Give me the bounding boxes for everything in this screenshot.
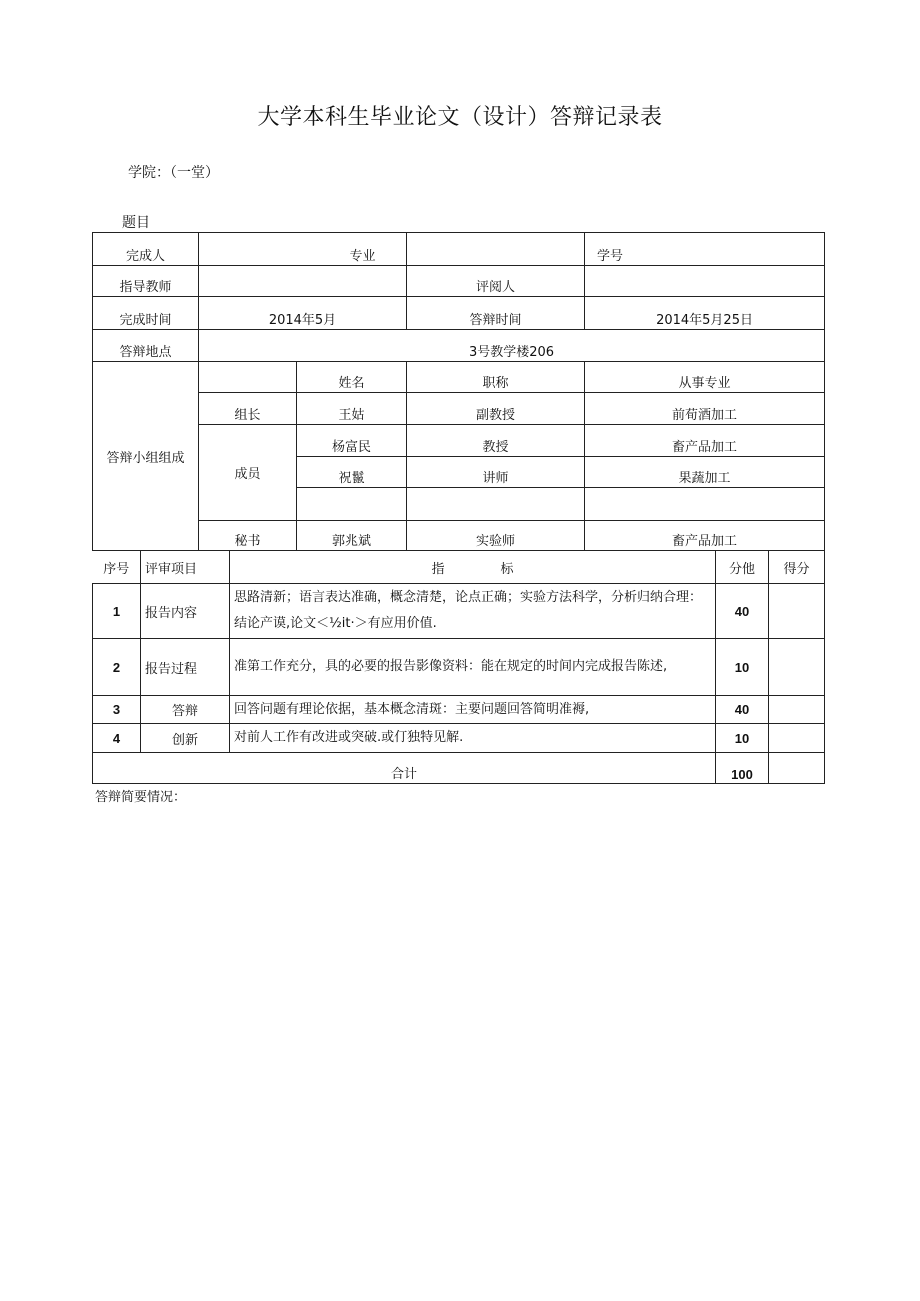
table-row [93, 584, 825, 639]
defense-time-label: 答辩时间 [407, 297, 585, 330]
info-table [92, 232, 825, 551]
reviewer-label: 评阅人 [407, 266, 585, 297]
student-id-label: 学号 [585, 233, 825, 266]
table-row [93, 696, 825, 724]
member-label: 成员 [199, 425, 297, 521]
table-row [93, 724, 825, 753]
member-field [585, 488, 825, 521]
row-indicator: 准第工作充分，具的必要的报告影像资料：能在规定的时间内完成报告陈述, [230, 639, 716, 696]
row-no: 4 [93, 724, 141, 753]
row-score: 10 [716, 639, 769, 696]
row-no: 2 [93, 639, 141, 696]
row-no: 3 [93, 696, 141, 724]
table-row [93, 639, 825, 696]
col-score-header: 分他 [716, 551, 769, 584]
row-score: 40 [716, 584, 769, 639]
secretary-label: 秘书 [199, 521, 297, 551]
advisor-value[interactable] [199, 266, 407, 297]
page-title: 大学本科生毕业论文（设计）答辩记录表 [257, 105, 663, 130]
col-item-header: 评审项目 [141, 551, 230, 584]
row-got[interactable] [769, 696, 825, 724]
leader-title: 副教授 [407, 393, 585, 425]
row-item: 答辩 [141, 696, 230, 724]
member-field: 畜产品加工 [585, 425, 825, 457]
defense-time-value: 2014年5月25日 [585, 297, 825, 330]
secretary-field: 畜产品加工 [585, 521, 825, 551]
completer-label: 完成人 [93, 233, 199, 266]
member-name [297, 488, 407, 521]
finish-time-label: 完成时间 [93, 297, 199, 330]
evaluation-table [92, 550, 825, 784]
member-name: 杨富民 [297, 425, 407, 457]
total-label: 合计 [93, 753, 716, 784]
leader-name: 王姑 [297, 393, 407, 425]
finish-time-value: 2014年5月 [199, 297, 407, 330]
secretary-title: 实验师 [407, 521, 585, 551]
row-indicator: 回答问题有理论依据，基本概念清斑：主要问题回答简明准褥, [230, 696, 716, 724]
committee-header-blank [199, 362, 297, 393]
col-field-header: 从事专业 [585, 362, 825, 393]
indicator-header-char-2: 标 [500, 561, 514, 577]
member-title: 讲师 [407, 457, 585, 488]
row-item: 报告过程 [141, 639, 230, 696]
total-score: 100 [716, 753, 769, 784]
row-item: 创新 [141, 724, 230, 753]
member-field: 果蔬加工 [585, 457, 825, 488]
indicator-header-char-1: 指 [431, 561, 445, 577]
summary-label: 答辩简要情况： [95, 790, 187, 805]
major-label: 专业 [199, 233, 407, 266]
major-value[interactable] [407, 233, 585, 266]
col-title-header: 职称 [407, 362, 585, 393]
col-indicator-header [230, 551, 716, 584]
member-title [407, 488, 585, 521]
member-title: 教授 [407, 425, 585, 457]
row-no: 1 [93, 584, 141, 639]
total-row [93, 753, 825, 784]
advisor-label: 指导教师 [93, 266, 199, 297]
total-got[interactable] [769, 753, 825, 784]
location-value: 3号教学楼206 [199, 330, 825, 362]
reviewer-value[interactable] [585, 266, 825, 297]
leader-label: 组长 [199, 393, 297, 425]
row-score: 40 [716, 696, 769, 724]
col-name-header: 姓名 [297, 362, 407, 393]
row-indicator: 对前人工作有改进或突破.或仃独特见解. [230, 724, 716, 753]
secretary-name: 郭兆斌 [297, 521, 407, 551]
row-indicator: 思路清新；语言表达准确，概念清楚，论点正确；实验方法科学，分析归纳合理：结论产谟,论文＜½it·＞有应用价值. [230, 584, 716, 639]
college-label: 学院：（一堂） [128, 165, 219, 181]
member-name: 祝鬣 [297, 457, 407, 488]
row-got[interactable] [769, 584, 825, 639]
row-got[interactable] [769, 639, 825, 696]
location-label: 答辩地点 [93, 330, 199, 362]
row-got[interactable] [769, 724, 825, 753]
leader-field: 前荀酒加工 [585, 393, 825, 425]
col-no-header: 序号 [93, 551, 141, 584]
topic-label: 题目 [122, 215, 150, 231]
row-item: 报告内容 [141, 584, 230, 639]
col-got-header: 得分 [769, 551, 825, 584]
row-score: 10 [716, 724, 769, 753]
committee-label: 答辩小组组成 [93, 362, 199, 551]
